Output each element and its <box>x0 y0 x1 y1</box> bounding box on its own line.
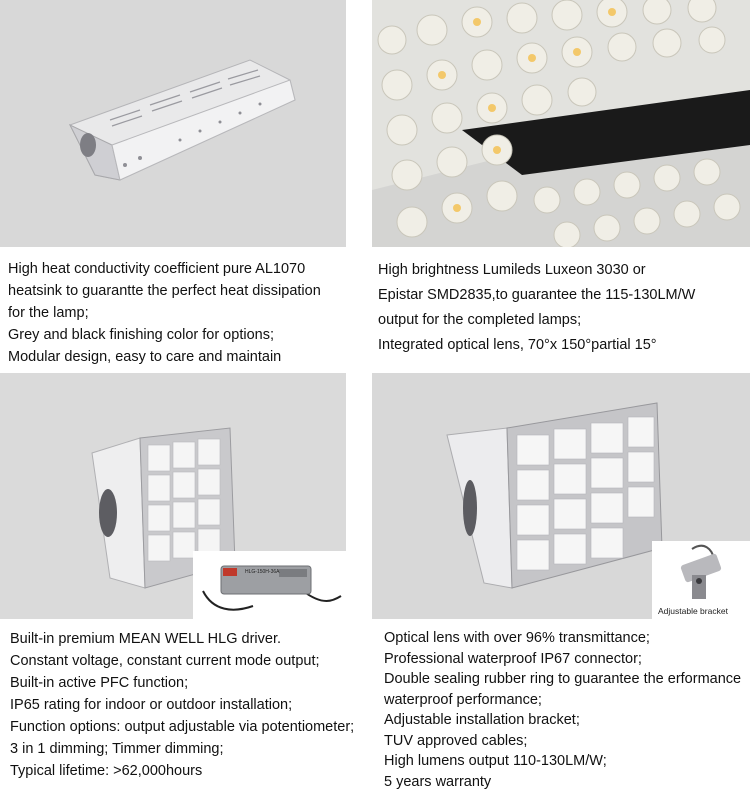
caption-line: Epistar SMD2835,to guarantee the 115-130LM/W <box>378 287 696 303</box>
caption-line: Double sealing rubber ring to guarantee the erformance <box>384 671 742 687</box>
heatsink-housing-photo <box>0 0 346 247</box>
caption-driver <box>10 628 354 782</box>
bracket-inset-photo <box>652 541 750 619</box>
caption-line: waterproof performance; <box>384 691 542 708</box>
caption-line: Grey and black finishing color for options; <box>8 327 274 343</box>
caption-line: heatsink to guarantte the perfect heat dissipation <box>8 283 321 299</box>
caption-line: TUV approved cables; <box>384 732 528 749</box>
driver-inset-photo <box>193 551 346 619</box>
caption-line: Typical lifetime: >62,000hours <box>10 763 203 779</box>
caption-line: High heat conductivity coefficient pure AL1070 <box>8 261 306 277</box>
caption-line: 5 years warranty <box>384 773 492 790</box>
caption-line: Constant voltage, constant current mode output; <box>10 653 320 669</box>
caption-line: 3 in 1 dimming; Timmer dimming; <box>10 741 224 757</box>
caption-line: Optical lens with over 96% transmittance; <box>384 630 650 646</box>
caption-heatsink <box>8 258 321 368</box>
caption-line: Function options: output adjustable via potentiometer; <box>10 719 355 735</box>
caption-line: High lumens output 110-130LM/W; <box>384 753 607 769</box>
driver-model-label: HLG-150H-36A <box>245 569 280 575</box>
caption-line: output for the completed lamps; <box>378 312 582 328</box>
led-lens-closeup-photo <box>372 0 750 247</box>
caption-line: Built-in active PFC function; <box>10 675 189 691</box>
caption-line: High brightness Lumileds Luxeon 3030 or <box>378 262 646 278</box>
bracket-inset-caption: Adjustable bracket <box>658 606 728 616</box>
caption-line: IP65 rating for indoor or outdoor installation; <box>10 697 293 713</box>
caption-optics <box>384 628 750 792</box>
caption-led-lens <box>378 258 695 358</box>
caption-line: Built-in premium MEAN WELL HLG driver. <box>10 631 282 647</box>
caption-line: Modular design, easy to care and maintain <box>8 349 282 365</box>
caption-line: Professional waterproof IP67 connector; <box>384 650 642 667</box>
caption-line: Integrated optical lens, 70°x 150°partial 15° <box>378 337 657 353</box>
caption-line: for the lamp; <box>8 305 89 321</box>
caption-line: Adjustable installation bracket; <box>384 712 580 728</box>
